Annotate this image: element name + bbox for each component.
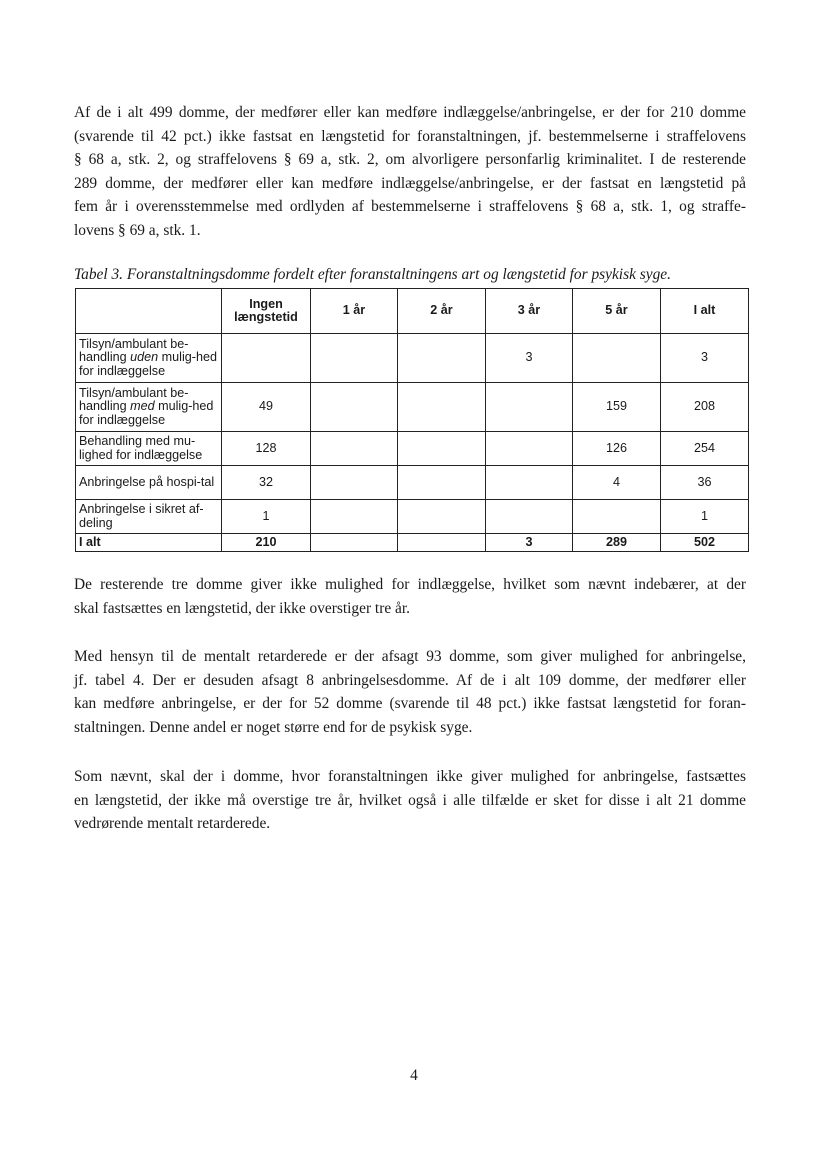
table-cell: 208: [661, 383, 749, 432]
row-label-emphasis: med: [130, 399, 155, 414]
table-cell: 3: [661, 334, 749, 383]
row-label-text: Tilsyn/ambulant be-handling: [79, 336, 189, 365]
row-label-text: mulig-hed for indlæggelse: [79, 350, 217, 378]
table-cell: 254: [661, 432, 749, 466]
table-total-row: [76, 534, 749, 552]
paragraph-line: § 68 a, stk. 2, og straffelovens § 69 a, stk. 2, om alvorligere personfarlig kriminalitet. I de resterende: [74, 151, 746, 169]
table-cell: [398, 500, 486, 534]
paragraph-2: [74, 573, 746, 620]
paragraph-line: lovens § 69 a, stk. 1.: [74, 221, 201, 239]
paragraph-line: vedrørende mentalt retarderede.: [74, 815, 271, 833]
paragraph-line: skal fastsættes en længstetid, der ikke overstiger tre år.: [74, 599, 410, 617]
table-cell: [573, 334, 661, 383]
table-cell: [486, 466, 573, 500]
column-header: 1 år: [311, 289, 398, 334]
table-header-row: [76, 289, 749, 334]
table-cell: 32: [222, 466, 311, 500]
table-cell: 1: [222, 500, 311, 534]
row-label-text: Behandling med mu-lighed for indlæggelse: [79, 434, 203, 462]
table-cell: [222, 334, 311, 383]
paragraph-line: kan medføre anbringelse, er der for 52 domme (svarende til 48 pct.) ikke fastsat længstetid for foran-: [74, 695, 746, 713]
paragraph-line: en længstetid, der ikke må overstige tre år, hvilket også i alle tilfælde er sket for disse i alt 21 domme: [74, 791, 746, 809]
total-cell: 210: [222, 534, 311, 552]
column-header: 2 år: [398, 289, 486, 334]
paragraph-line: staltningen. Denne andel er noget større end for de psykisk syge.: [74, 718, 473, 736]
table-cell: [398, 383, 486, 432]
paragraph-line: Som nævnt, skal der i domme, hvor foranstaltningen ikke giver mulighed for anbringelse, fastsættes: [74, 768, 746, 785]
total-label: I alt: [76, 534, 222, 552]
column-header: 5 år: [573, 289, 661, 334]
data-table: [75, 288, 749, 552]
total-cell: 289: [573, 534, 661, 552]
table-row: [76, 383, 749, 432]
paragraph-line: De resterende tre domme giver ikke mulighed for indlæggelse, hvilket som nævnt indebærer, at der: [74, 576, 746, 593]
column-header: 3 år: [486, 289, 573, 334]
table-cell: [398, 432, 486, 466]
table-cell: [311, 334, 398, 383]
table-row: [76, 466, 749, 500]
total-cell: [311, 534, 398, 552]
table-cell: [398, 334, 486, 383]
paragraph-line: Af de i alt 499 domme, der medfører eller kan medføre indlæggelse/anbringelse, er der for 210 domme: [74, 104, 746, 121]
row-label: [76, 500, 222, 534]
table-caption: Tabel 3. Foranstaltningsdomme fordelt efter foranstaltningens art og længstetid for psykisk syge.: [74, 266, 671, 283]
paragraph-4: [74, 765, 746, 836]
table-cell: 36: [661, 466, 749, 500]
table-cell: 128: [222, 432, 311, 466]
table-cell: [486, 500, 573, 534]
table-cell: [486, 432, 573, 466]
table-cell: 159: [573, 383, 661, 432]
table-row: [76, 334, 749, 383]
table-cell: [311, 383, 398, 432]
table-cell: 3: [486, 334, 573, 383]
row-label: [76, 383, 222, 432]
table-cell: 49: [222, 383, 311, 432]
table-cell: [311, 466, 398, 500]
row-label-emphasis: uden: [130, 350, 159, 365]
table-row: [76, 432, 749, 466]
total-cell: 502: [661, 534, 749, 552]
table-cell: [573, 500, 661, 534]
paragraph-1: [74, 101, 746, 243]
row-label: [76, 466, 222, 500]
table-cell: [486, 383, 573, 432]
table-cell: 4: [573, 466, 661, 500]
total-cell: 3: [486, 534, 573, 552]
paragraph-line: 289 domme, der medfører eller kan medføre indlæggelse/anbringelse, er der fastsat en længstetid på: [74, 174, 746, 192]
paragraph-line: Med hensyn til de mentalt retarderede er der afsagt 93 domme, som giver mulighed for anbringelse,: [74, 648, 746, 665]
table-cell: 1: [661, 500, 749, 534]
row-label-text: Anbringelse på hospi-tal: [79, 474, 215, 489]
paragraph-line: jf. tabel 4. Der er desuden afsagt 8 anbringelsesdomme. Af de i alt 109 domme, der medfører eller: [74, 671, 746, 689]
table-cell: 126: [573, 432, 661, 466]
row-label: [76, 432, 222, 466]
row-label-text: Anbringelse i sikret af-deling: [79, 502, 204, 530]
total-cell: [398, 534, 486, 552]
row-label-text: mulig-hed for indlæggelse: [79, 399, 214, 427]
table-cell: [311, 500, 398, 534]
table-cell: [398, 466, 486, 500]
table-row: [76, 500, 749, 534]
paragraph-3: [74, 645, 746, 739]
table-cell: [311, 432, 398, 466]
page-number: 4: [410, 1067, 418, 1084]
paragraph-line: fem år i overensstemmelse med ordlyden af bestemmelserne i straffelovens § 68 a, stk. 1, og straffe-: [74, 198, 746, 216]
row-label-text: Tilsyn/ambulant be-handling: [79, 385, 189, 414]
row-label: [76, 334, 222, 383]
column-header: [76, 289, 222, 334]
column-header: [222, 289, 311, 334]
column-header-label: Ingen længstetid: [234, 296, 298, 324]
paragraph-line: (svarende til 42 pct.) ikke fastsat en længstetid for foranstaltningen, jf. bestemmelserne i straffelovens: [74, 127, 746, 145]
column-header: I alt: [661, 289, 749, 334]
